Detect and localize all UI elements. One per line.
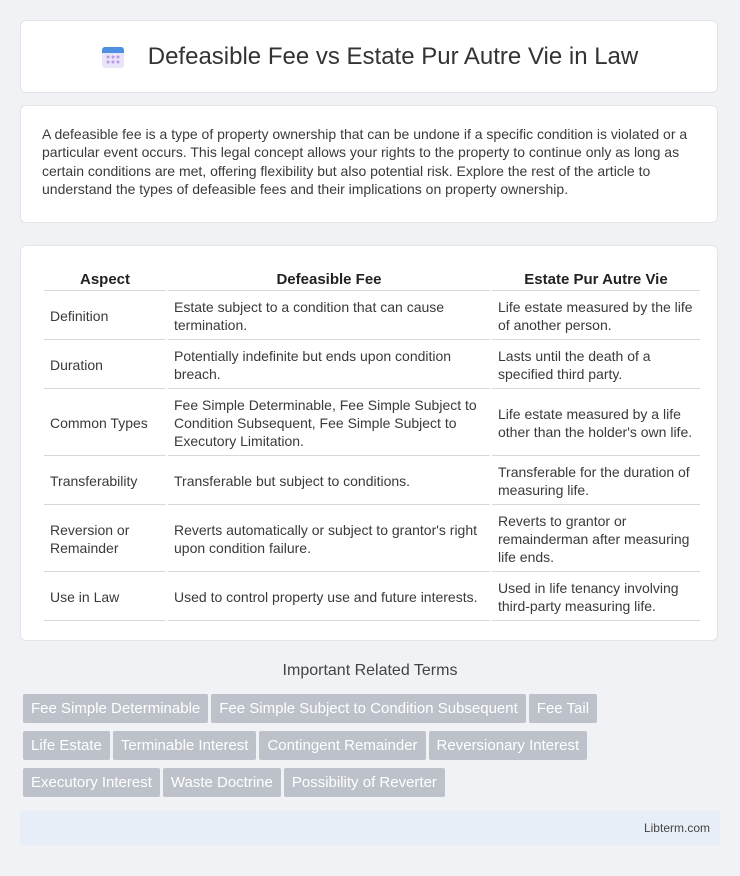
related-terms-title: Important Related Terms: [282, 662, 458, 679]
table-header-row: [44, 266, 700, 291]
comparison-table: [42, 264, 702, 623]
header-estate-pur-autre-vie: Estate Pur Autre Vie: [492, 266, 700, 291]
table-row: [44, 342, 700, 389]
table-row: [44, 458, 700, 505]
cell-aspect: Transferability: [44, 458, 166, 505]
cell-estate-pur-autre-vie: Life estate measured by a life other than the holder's own life.: [492, 391, 700, 456]
footer-site-link[interactable]: Libterm.com: [643, 821, 710, 835]
cell-defeasible-fee: Estate subject to a condition that can cause termination.: [168, 293, 490, 340]
tag-fee-simple-determinable[interactable]: Fee Simple Determinable: [23, 694, 208, 723]
table-row: [44, 391, 700, 456]
page-title: Defeasible Fee vs Estate Pur Autre Vie in Law: [147, 42, 639, 70]
cell-defeasible-fee: Used to control property use and future interests.: [168, 574, 490, 621]
tag-fee-simple-subject-to-condition-subsequent[interactable]: Fee Simple Subject to Condition Subsequent: [211, 694, 526, 723]
cell-defeasible-fee: Transferable but subject to conditions.: [168, 458, 490, 505]
cell-estate-pur-autre-vie: Reverts to grantor or remainderman after measuring life ends.: [492, 507, 700, 572]
related-terms-section: [0, 662, 740, 680]
tag-waste-doctrine[interactable]: Waste Doctrine: [163, 768, 281, 797]
cell-estate-pur-autre-vie: Transferable for the duration of measuring life.: [492, 458, 700, 505]
tag-contingent-remainder[interactable]: Contingent Remainder: [259, 731, 425, 760]
calendar-icon: [100, 44, 126, 70]
tag-possibility-of-reverter[interactable]: Possibility of Reverter: [284, 768, 445, 797]
cell-aspect: Reversion or Remainder: [44, 507, 166, 572]
related-terms-tags: [23, 694, 723, 805]
cell-estate-pur-autre-vie: Lasts until the death of a specified third party.: [492, 342, 700, 389]
cell-aspect: Definition: [44, 293, 166, 340]
cell-estate-pur-autre-vie: Used in life tenancy involving third-party measuring life.: [492, 574, 700, 621]
tag-fee-tail[interactable]: Fee Tail: [529, 694, 597, 723]
header-defeasible-fee: Defeasible Fee: [168, 266, 490, 291]
cell-aspect: Duration: [44, 342, 166, 389]
cell-defeasible-fee: Fee Simple Determinable, Fee Simple Subject to Condition Subsequent, Fee Simple Subject to Executory Limitation.: [168, 391, 490, 456]
comparison-table-card: [20, 245, 718, 641]
cell-aspect: Common Types: [44, 391, 166, 456]
table-row: [44, 574, 700, 621]
table-row: [44, 293, 700, 340]
title-card: [20, 20, 718, 93]
footer: [20, 811, 720, 845]
tag-terminable-interest[interactable]: Terminable Interest: [113, 731, 257, 760]
tag-life-estate[interactable]: Life Estate: [23, 731, 110, 760]
cell-defeasible-fee: Potentially indefinite but ends upon condition breach.: [168, 342, 490, 389]
header-aspect: Aspect: [44, 266, 166, 291]
cell-aspect: Use in Law: [44, 574, 166, 621]
table-row: [44, 507, 700, 572]
cell-estate-pur-autre-vie: Life estate measured by the life of another person.: [492, 293, 700, 340]
tag-executory-interest[interactable]: Executory Interest: [23, 768, 160, 797]
cell-defeasible-fee: Reverts automatically or subject to grantor's right upon condition failure.: [168, 507, 490, 572]
intro-card: [20, 105, 718, 223]
intro-text: A defeasible fee is a type of property ownership that can be undone if a specific condition is violated or a particular event occurs. This legal concept allows your rights to the property to continue only as long as certain conditions are met, offering flexibility but also potential risk. Explore the rest of the article to understand the types of defeasible fees and their implications on property ownership.: [42, 126, 688, 198]
tag-reversionary-interest[interactable]: Reversionary Interest: [429, 731, 588, 760]
